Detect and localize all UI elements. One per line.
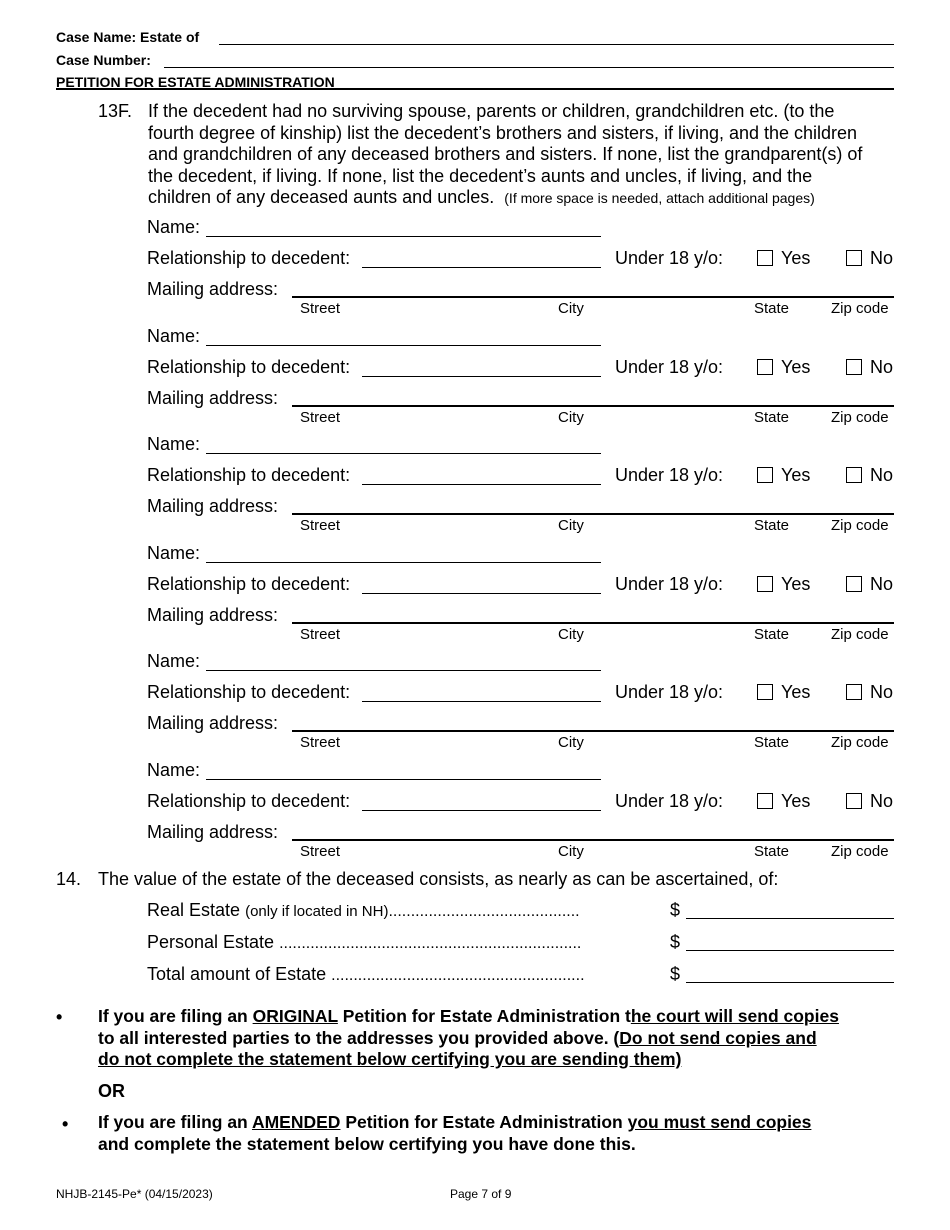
mailing-address-input[interactable] <box>296 496 890 514</box>
under-18-label: Under 18 y/o: <box>615 357 724 377</box>
no-label: No <box>870 574 894 594</box>
name-line <box>206 236 601 237</box>
name-line <box>206 779 601 780</box>
do-not-complete-emphasis: do not complete the statement below certifying you are sending them) <box>98 1049 682 1069</box>
total-estate-input[interactable] <box>690 964 890 982</box>
case-name-input[interactable] <box>222 27 890 45</box>
state-caption: State <box>754 300 790 317</box>
section-14-number: 14. <box>56 869 82 889</box>
street-caption: Street <box>300 409 341 426</box>
relationship-input[interactable] <box>366 683 598 701</box>
currency-sign: $ <box>670 900 681 920</box>
case-number-input[interactable] <box>168 50 888 68</box>
section-13f-text <box>148 101 908 210</box>
total-estate-line <box>686 982 894 983</box>
yes-label: Yes <box>781 791 811 811</box>
yes-label: Yes <box>781 465 811 485</box>
bullet-icon: • <box>62 1114 69 1134</box>
relationship-label: Relationship to decedent: <box>147 574 351 594</box>
relationship-input[interactable] <box>366 792 598 810</box>
street-caption: Street <box>300 517 341 534</box>
under-18-label: Under 18 y/o: <box>615 248 724 268</box>
no-label: No <box>870 682 894 702</box>
under-18-label: Under 18 y/o: <box>615 574 724 594</box>
relationship-label: Relationship to decedent: <box>147 248 351 268</box>
zip-code-caption: Zip code <box>831 409 889 426</box>
yes-checkbox[interactable] <box>757 684 773 700</box>
relationship-label: Relationship to decedent: <box>147 682 351 702</box>
mailing-address-label: Mailing address: <box>147 279 279 299</box>
must-send-emphasis: you must send copies <box>627 1112 812 1132</box>
mailing-address-input[interactable] <box>296 605 890 623</box>
text: If you are filing an <box>98 1006 253 1026</box>
name-line <box>206 345 601 346</box>
section-13f-line: fourth degree of kinship) list the decedent’s brothers and sisters, if living, and the children <box>148 122 858 143</box>
under-18-label: Under 18 y/o: <box>615 791 724 811</box>
name-input[interactable] <box>210 652 598 670</box>
under-18-label: Under 18 y/o: <box>615 682 724 702</box>
mailing-address-label: Mailing address: <box>147 822 279 842</box>
relationship-line <box>362 484 601 485</box>
no-label: No <box>870 248 894 268</box>
currency-sign: $ <box>670 932 681 952</box>
name-label: Name: <box>147 760 201 780</box>
zip-code-caption: Zip code <box>831 843 889 860</box>
text: to all interested parties to the addresses you provided above. ( <box>98 1027 620 1048</box>
zip-code-caption: Zip code <box>831 626 889 643</box>
real-estate-row <box>147 900 580 921</box>
name-label: Name: <box>147 326 201 346</box>
street-caption: Street <box>300 300 341 317</box>
mailing-address-input[interactable] <box>296 388 890 406</box>
relationship-input[interactable] <box>366 358 598 376</box>
text: and complete the statement below certifying you have done this. <box>98 1133 636 1154</box>
amended-emphasis: AMENDED <box>251 1112 341 1132</box>
name-line <box>206 670 601 671</box>
name-input[interactable] <box>210 544 598 562</box>
total-estate-label: Total amount of Estate <box>147 964 327 984</box>
state-caption: State <box>754 517 790 534</box>
relationship-label: Relationship to decedent: <box>147 791 351 811</box>
bullet-icon: • <box>56 1007 63 1027</box>
currency-sign: $ <box>670 964 681 984</box>
personal-estate-label: Personal Estate <box>147 932 275 952</box>
no-checkbox[interactable] <box>846 250 862 266</box>
personal-estate-row <box>147 932 581 953</box>
city-caption: City <box>558 300 584 317</box>
yes-checkbox[interactable] <box>757 467 773 483</box>
section-13f-line: and grandchildren of any deceased brothers and sisters. If none, list the grandparent(s) of <box>148 144 863 164</box>
name-label: Name: <box>147 543 201 563</box>
yes-checkbox[interactable] <box>757 793 773 809</box>
state-caption: State <box>754 843 790 860</box>
dot-leader: ......................................................... <box>331 967 585 984</box>
header-rule <box>56 88 894 90</box>
yes-label: Yes <box>781 357 811 377</box>
relationship-label: Relationship to decedent: <box>147 465 351 485</box>
yes-label: Yes <box>781 574 811 594</box>
city-caption: City <box>558 626 584 643</box>
section-13f-line: children of any deceased aunts and uncles. <box>148 187 495 207</box>
section-13f-number: 13F. <box>98 101 133 121</box>
zip-code-caption: Zip code <box>831 300 889 317</box>
mailing-address-input[interactable] <box>296 822 890 840</box>
section-14-intro: The value of the estate of the deceased consists, as nearly as can be ascertained, of: <box>98 869 779 889</box>
real-estate-line <box>686 918 894 919</box>
or-label: OR <box>98 1081 125 1101</box>
relationship-line <box>362 701 601 702</box>
city-caption: City <box>558 843 584 860</box>
mailing-address-label: Mailing address: <box>147 605 279 625</box>
no-label: No <box>870 357 894 377</box>
mailing-address-label: Mailing address: <box>147 496 279 516</box>
name-input[interactable] <box>210 435 598 453</box>
real-estate-label: Real Estate <box>147 900 241 920</box>
no-checkbox[interactable] <box>846 576 862 592</box>
relationship-line <box>362 810 601 811</box>
original-petition-note <box>98 1006 839 1071</box>
relationship-line <box>362 267 601 268</box>
mailing-address-label: Mailing address: <box>147 388 279 408</box>
name-label: Name: <box>147 651 201 671</box>
text: If you are filing an <box>98 1112 252 1132</box>
name-input[interactable] <box>210 327 598 345</box>
text: Petition for Estate Administration t <box>337 1006 631 1026</box>
city-caption: City <box>558 734 584 751</box>
relationship-label: Relationship to decedent: <box>147 357 351 377</box>
city-caption: City <box>558 517 584 534</box>
section-13f-line: the decedent, if living. If none, list the decedent’s aunts and uncles, if living, and the <box>148 165 813 186</box>
original-emphasis: ORIGINAL <box>252 1006 338 1026</box>
name-line <box>206 453 601 454</box>
yes-checkbox[interactable] <box>757 576 773 592</box>
relationship-line <box>362 376 601 377</box>
street-caption: Street <box>300 734 341 751</box>
case-name-label: Case Name: Estate of <box>56 29 200 45</box>
mailing-address-input[interactable] <box>296 713 890 731</box>
no-checkbox[interactable] <box>846 467 862 483</box>
name-input[interactable] <box>210 218 598 236</box>
court-sends-emphasis: he court will send copies <box>630 1006 839 1026</box>
total-estate-row <box>147 964 585 985</box>
street-caption: Street <box>300 626 341 643</box>
yes-checkbox[interactable] <box>757 359 773 375</box>
yes-label: Yes <box>781 248 811 268</box>
street-caption: Street <box>300 843 341 860</box>
space-note: (If more space is needed, attach additional pages) <box>504 190 815 206</box>
dot-leader: ........................................... <box>388 903 580 920</box>
name-input[interactable] <box>210 761 598 779</box>
yes-checkbox[interactable] <box>757 250 773 266</box>
relationship-input[interactable] <box>366 466 598 484</box>
relationship-input[interactable] <box>366 249 598 267</box>
text: Petition for Estate Administration <box>340 1112 628 1132</box>
state-caption: State <box>754 626 790 643</box>
yes-label: Yes <box>781 682 811 702</box>
mailing-address-input[interactable] <box>296 279 890 297</box>
name-label: Name: <box>147 217 201 237</box>
city-caption: City <box>558 409 584 426</box>
zip-code-caption: Zip code <box>831 734 889 751</box>
name-label: Name: <box>147 434 201 454</box>
form-title: PETITION FOR ESTATE ADMINISTRATION <box>56 74 335 90</box>
no-label: No <box>870 465 894 485</box>
zip-code-caption: Zip code <box>831 517 889 534</box>
real-estate-sub: (only if located in NH) <box>245 903 389 920</box>
dot-leader: .................................................................... <box>279 935 582 952</box>
state-caption: State <box>754 734 790 751</box>
section-13f-line: If the decedent had no surviving spouse, parents or children, grandchildren etc. (to the <box>148 101 835 121</box>
no-checkbox[interactable] <box>846 359 862 375</box>
do-not-send-emphasis: Do not send copies and <box>619 1027 817 1048</box>
under-18-label: Under 18 y/o: <box>615 465 724 485</box>
relationship-line <box>362 593 601 594</box>
relationship-input[interactable] <box>366 575 598 593</box>
no-checkbox[interactable] <box>846 684 862 700</box>
no-label: No <box>870 791 894 811</box>
section-13f-last-line <box>148 187 908 210</box>
personal-estate-line <box>686 950 894 951</box>
personal-estate-input[interactable] <box>690 932 890 950</box>
state-caption: State <box>754 409 790 426</box>
case-number-label: Case Number: <box>56 52 151 68</box>
real-estate-input[interactable] <box>690 900 890 918</box>
amended-petition-note <box>98 1112 811 1155</box>
form-id: NHJB-2145-Pe* (04/15/2023) <box>56 1187 213 1201</box>
no-checkbox[interactable] <box>846 793 862 809</box>
mailing-address-label: Mailing address: <box>147 713 279 733</box>
name-line <box>206 562 601 563</box>
page-number: Page 7 of 9 <box>450 1187 512 1201</box>
